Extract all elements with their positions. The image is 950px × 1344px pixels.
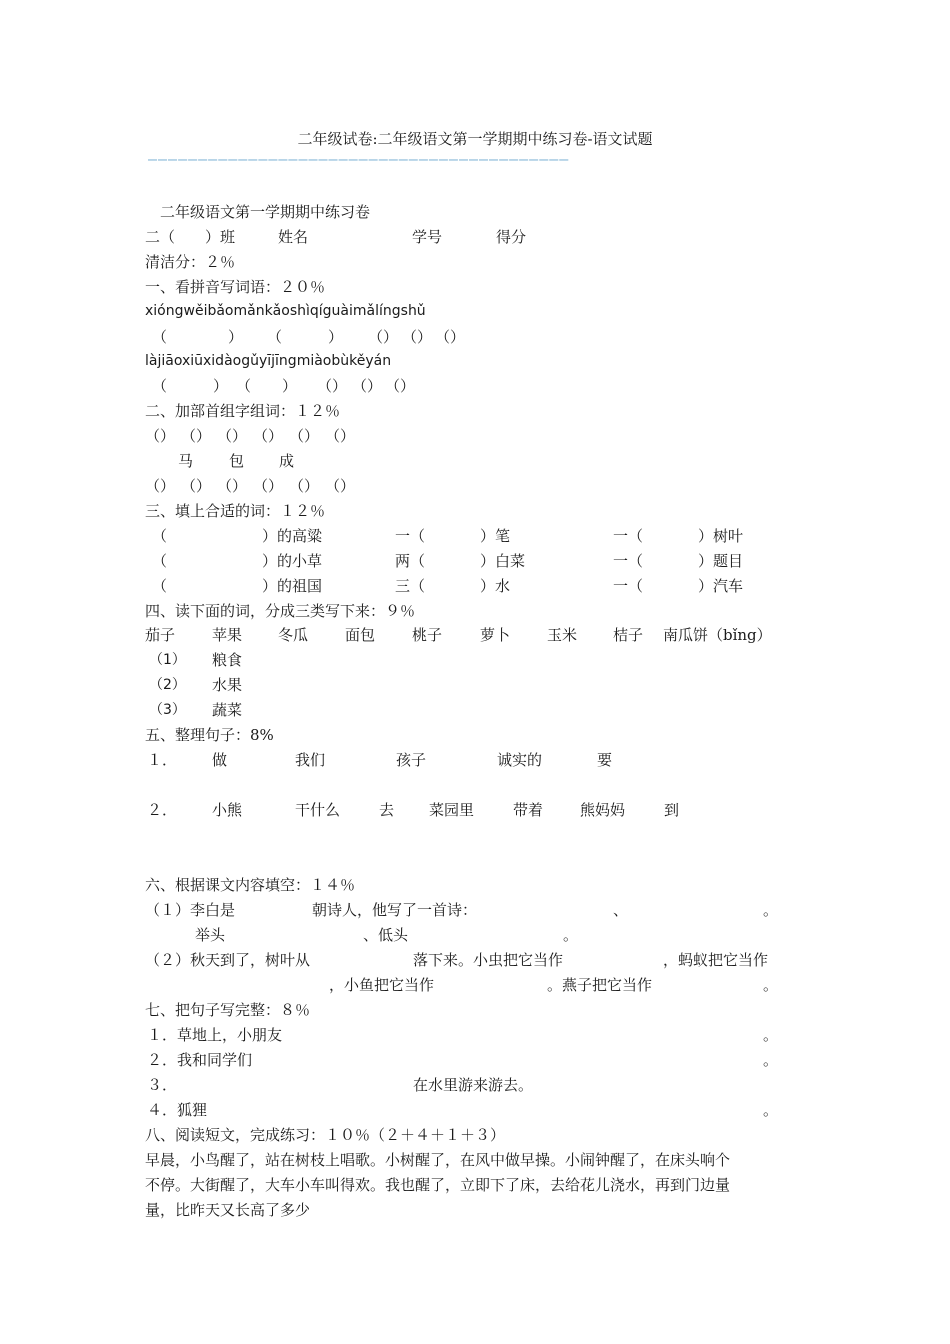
q7-heading: 七、把句子写完整：８％ [145, 1001, 311, 1019]
fill-phrase: ）的小草 [262, 552, 323, 570]
neatness-score: 清洁分：２％ [145, 253, 236, 271]
category-num: （1） [149, 652, 186, 668]
sentence-end: 。 [763, 1026, 779, 1044]
fill-text: ，小鱼把它当作 [329, 976, 435, 994]
blank-bracket: （） [402, 328, 433, 346]
blank-bracket: （） [325, 477, 356, 495]
q1-heading: 一、看拼音写词语：２０％ [145, 278, 326, 296]
q4-word-row [145, 624, 805, 646]
title-underline: —————————————————————————————————————————— [148, 150, 570, 168]
q3-row-2 [145, 550, 805, 572]
blank-bracket: （） [253, 427, 284, 445]
q7-item-2 [145, 1049, 805, 1071]
document-title: 二年级试卷:二年级语文第一学期期中练习卷-语文试题 [297, 130, 653, 148]
sentence-word: 去 [379, 801, 395, 819]
blank-bracket: （） [352, 377, 383, 395]
category-2 [145, 674, 445, 696]
sentence-word: 诚实的 [497, 751, 543, 769]
fill-text: （１）李白是 [145, 901, 236, 919]
fill-text: 。 [763, 976, 779, 994]
blank-bracket: （） [317, 377, 348, 395]
word: 苹果 [212, 626, 243, 644]
word: 南瓜饼（bǐng） [663, 626, 772, 644]
blank-bracket: （ [152, 377, 168, 395]
blank-bracket: ） [213, 377, 229, 395]
number-label: 学号 [412, 228, 443, 246]
sentence-word: 我们 [295, 751, 326, 769]
blank-bracket: （） [217, 477, 248, 495]
fill-text: 。燕子把它当作 [547, 976, 653, 994]
blank-bracket: （） [435, 328, 466, 346]
q3-row-3 [145, 575, 805, 597]
word: 桔子 [613, 626, 644, 644]
sentence-word: 要 [597, 751, 613, 769]
fill-phrase: 一（ [395, 527, 426, 545]
sentence-start: ３． [147, 1076, 178, 1094]
word: 桃子 [412, 626, 443, 644]
blank-bracket: （ [152, 328, 168, 346]
blank-bracket: （） [181, 477, 212, 495]
category-label: 蔬菜 [212, 701, 243, 719]
fill-phrase: ）的高粱 [262, 527, 323, 545]
sentence-num: １． [147, 751, 178, 769]
sentence-start: ４．狐狸 [147, 1101, 208, 1119]
fill-text: 举头 [195, 926, 226, 944]
radical-char: 成 [279, 452, 295, 470]
sentence-start: ２．我和同学们 [147, 1051, 253, 1069]
reading-passage-line-1: 早晨，小鸟醒了，站在树枝上唱歌。小树醒了，在风中做早操。小闹钟醒了，在床头响个 [145, 1151, 731, 1169]
blank-bracket: （） [289, 427, 320, 445]
category-label: 粮食 [212, 651, 243, 669]
category-3 [145, 699, 445, 721]
fill-text: ，蚂蚁把它当作 [663, 951, 769, 969]
fill-phrase: ）汽车 [698, 577, 744, 595]
blank-bracket: ） [228, 328, 244, 346]
word: 萝卜 [480, 626, 511, 644]
fill-phrase: ）白菜 [480, 552, 526, 570]
blank-bracket: （） [181, 427, 212, 445]
fill-phrase: 三（ [395, 577, 426, 595]
category-1 [145, 649, 445, 671]
q2-char-row [145, 450, 805, 472]
word: 冬瓜 [278, 626, 309, 644]
blank-bracket: （） [368, 328, 399, 346]
word: 玉米 [547, 626, 578, 644]
fill-text: 朝诗人，他写了一首诗： [312, 901, 478, 919]
blank-bracket: （） [217, 427, 248, 445]
category-label: 水果 [212, 676, 243, 694]
q6-line-1 [145, 899, 805, 921]
q3-row-1 [145, 525, 805, 547]
sentence-word: 带着 [513, 801, 544, 819]
radical-char: 包 [229, 452, 245, 470]
fill-phrase: ）笔 [480, 527, 511, 545]
name-label: 姓名 [278, 228, 309, 246]
blank-bracket: （） [289, 477, 320, 495]
fill-text: 、低头 [363, 926, 409, 944]
sentence-word: 孩子 [396, 751, 427, 769]
fill-bracket: （ [152, 577, 168, 595]
blank-bracket: （） [385, 377, 416, 395]
radical-char: 马 [178, 452, 194, 470]
fill-bracket: （ [152, 552, 168, 570]
q4-heading: 四、读下面的词，分成三类写下来：９％ [145, 602, 416, 620]
sentence-word: 菜园里 [429, 801, 475, 819]
blank-bracket: （ [236, 377, 252, 395]
word: 茄子 [145, 626, 176, 644]
sentence-word: 熊妈妈 [580, 801, 626, 819]
word: 面包 [345, 626, 376, 644]
fill-text: 落下来。小虫把它当作 [413, 951, 564, 969]
fill-phrase: ）水 [480, 577, 511, 595]
blank-bracket: （ [267, 328, 283, 346]
q2-blank-row-2 [145, 475, 805, 497]
q7-item-1 [145, 1024, 805, 1046]
class-label: 二（ ）班 [145, 228, 236, 246]
q7-item-3 [145, 1074, 805, 1096]
sentence-end: 。 [763, 1051, 779, 1069]
q5-heading: 五、整理句子：8% [145, 726, 274, 744]
sentence-num: ２． [147, 801, 178, 819]
score-label: 得分 [496, 228, 527, 246]
fill-text: 。 [763, 901, 779, 919]
blank-bracket: （） [325, 427, 356, 445]
fill-phrase: 两（ [395, 552, 426, 570]
fill-phrase: ）树叶 [698, 527, 744, 545]
fill-phrase: 一（ [613, 577, 644, 595]
category-num: （2） [149, 677, 186, 693]
q1-blank-row-2 [145, 375, 805, 397]
q1-pinyin-line-1: xióngwěibǎomǎnkǎoshìqíguàimǎlíngshǔ [145, 303, 426, 319]
q3-heading: 三、填上合适的词：１２％ [145, 502, 326, 520]
q1-pinyin-line-2: làjiāoxiūxidàogǔyījīngmiàobùkěyán [145, 353, 392, 369]
fill-phrase: ）题目 [698, 552, 744, 570]
fill-text: 、 [613, 901, 629, 919]
fill-text: 。 [563, 926, 579, 944]
blank-bracket: ） [282, 377, 298, 395]
q6-heading: 六、根据课文内容填空：１４％ [145, 876, 356, 894]
blank-bracket: （） [145, 427, 176, 445]
q8-heading: 八、阅读短文，完成练习：１０％（２＋４＋１＋３） [145, 1126, 506, 1144]
sentence-word: 做 [212, 751, 228, 769]
q5-sentence-1 [145, 749, 805, 771]
student-info-row [145, 226, 805, 248]
sentence-word: 干什么 [295, 801, 341, 819]
q7-item-4 [145, 1099, 805, 1121]
blank-bracket: （） [145, 477, 176, 495]
sentence-start: １．草地上，小朋友 [147, 1026, 283, 1044]
reading-passage-line-2: 不停。大街醒了，大车小车叫得欢。我也醒了，立即下了床，去给花儿浇水，再到门边量 [145, 1176, 731, 1194]
q6-line-3 [145, 949, 805, 971]
q5-sentence-2 [145, 799, 805, 821]
fill-text: （２）秋天到了，树叶从 [145, 951, 311, 969]
blank-bracket: ） [328, 328, 344, 346]
fill-phrase: 一（ [613, 552, 644, 570]
sentence-word: 到 [664, 801, 680, 819]
q1-blank-row-1 [145, 326, 805, 348]
sentence-end: 。 [763, 1101, 779, 1119]
category-num: （3） [149, 702, 186, 718]
sentence-word: 小熊 [212, 801, 243, 819]
exam-subtitle: 二年级语文第一学期期中练习卷 [160, 203, 371, 221]
q6-line-2 [145, 924, 805, 946]
reading-passage-line-3: 量，比昨天又长高了多少 [145, 1201, 311, 1219]
q2-blank-row-1 [145, 425, 805, 447]
fill-phrase: 一（ [613, 527, 644, 545]
blank-bracket: （） [253, 477, 284, 495]
q6-line-4 [145, 974, 805, 996]
fill-phrase: ）的祖国 [262, 577, 323, 595]
sentence-end: 在水里游来游去。 [413, 1076, 534, 1094]
q2-heading: 二、加部首组字组词：１２％ [145, 402, 341, 420]
fill-bracket: （ [152, 527, 168, 545]
